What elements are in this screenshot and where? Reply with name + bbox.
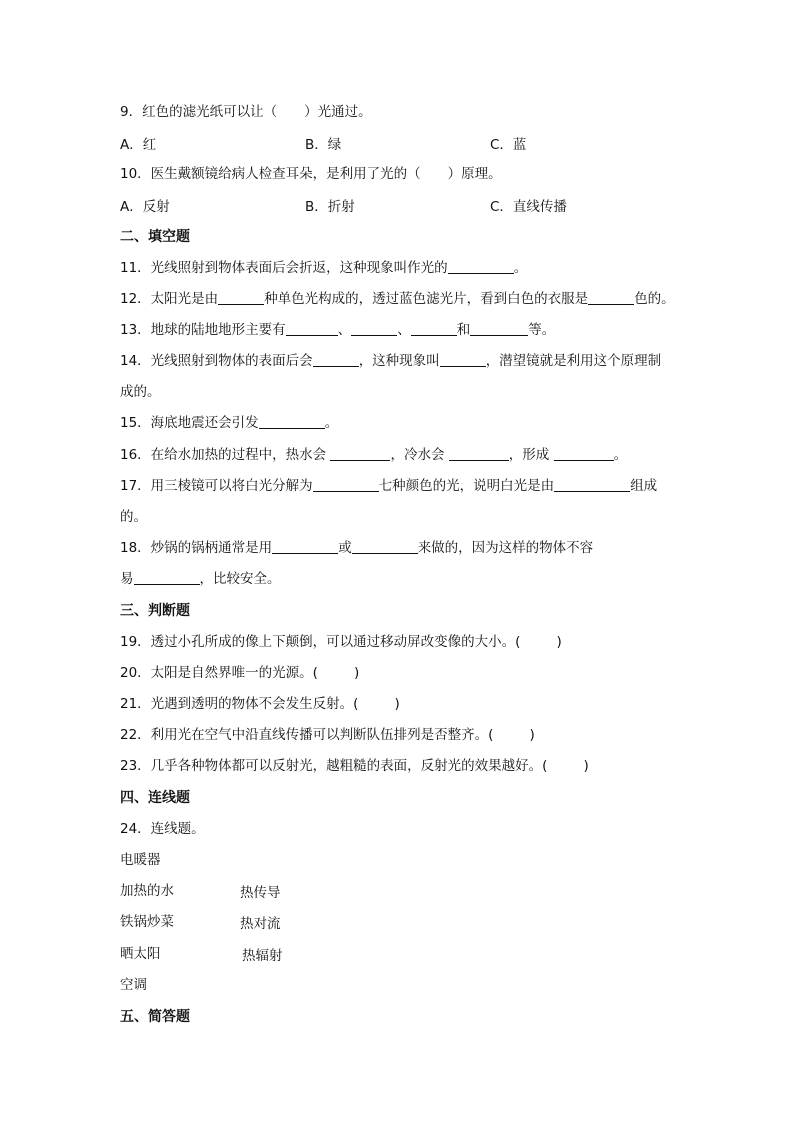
question-10: 10．医生戴额镜给病人检查耳朵，是利用了光的（ ）原理。 (120, 166, 502, 182)
question-14: 14．光线照射到物体的表面后会 ，这种现象叫 ，潜望镜就是利用这个原理制 (120, 353, 662, 369)
match-right-item[interactable]: 热辐射 (242, 948, 283, 964)
match-left-item[interactable]: 空调 (120, 977, 147, 993)
answer-blank[interactable] (259, 414, 325, 429)
answer-blank[interactable] (448, 259, 514, 274)
answer-blank[interactable] (351, 321, 397, 336)
q9-option-b: B．绿 (305, 137, 342, 153)
answer-blank[interactable] (449, 446, 509, 461)
question-21: 21．光遇到透明的物体不会发生反射。( ) (120, 696, 400, 712)
answer-blank[interactable] (272, 539, 338, 554)
answer-blank[interactable] (440, 352, 486, 367)
answer-blank[interactable] (554, 446, 614, 461)
answer-blank[interactable] (411, 321, 457, 336)
section-4-heading: 四、连线题 (120, 790, 190, 806)
question-18-continued: 易 ，比较安全。 (120, 571, 281, 587)
answer-blank[interactable] (313, 352, 359, 367)
section-2-heading: 二、填空题 (120, 229, 190, 245)
question-22: 22．利用光在空气中沿直线传播可以判断队伍排列是否整齐。( ) (120, 727, 535, 743)
match-right-item[interactable]: 热传导 (240, 885, 281, 901)
question-17: 17．用三棱镜可以将白光分解为 七种颜色的光，说明白光是由 组成 (120, 478, 658, 494)
question-15: 15．海底地震还会引发 。 (120, 415, 339, 431)
question-12: 12．太阳光是由 种单色光构成的，透过蓝色滤光片，看到白色的衣服是 色的。 (120, 291, 675, 307)
question-16: 16．在给水加热的过程中，热水会 ，冷水会 ，形成 。 (120, 447, 628, 463)
answer-blank[interactable] (286, 321, 338, 336)
question-20: 20．太阳是自然界唯一的光源。( ) (120, 665, 360, 681)
answer-blank[interactable] (554, 477, 630, 492)
match-left-item[interactable]: 铁锅炒菜 (120, 914, 174, 930)
answer-blank[interactable] (218, 290, 264, 305)
answer-blank[interactable] (588, 290, 634, 305)
question-17-continued: 的。 (120, 509, 147, 525)
answer-blank[interactable] (313, 477, 379, 492)
match-left-item[interactable]: 晒太阳 (120, 946, 161, 962)
question-24: 24．连线题。 (120, 821, 205, 837)
question-14-continued: 成的。 (120, 384, 161, 400)
question-19: 19．透过小孔所成的像上下颠倒，可以通过移动屏改变像的大小。( ) (120, 634, 562, 650)
match-right-item[interactable]: 热对流 (240, 916, 281, 932)
match-left-item[interactable]: 加热的水 (120, 883, 174, 899)
q9-option-a: A．红 (120, 137, 157, 153)
question-9: 9．红色的滤光纸可以让（ ）光通过。 (120, 104, 372, 120)
question-11: 11．光线照射到物体表面后会折返，这种现象叫作光的 。 (120, 260, 528, 276)
question-18: 18．炒锅的锅柄通常是用 或 来做的，因为这样的物体不容 (120, 540, 594, 556)
answer-blank[interactable] (330, 446, 390, 461)
question-23: 23．几乎各种物体都可以反射光，越粗糙的表面，反射光的效果越好。( ) (120, 758, 589, 774)
answer-blank[interactable] (352, 539, 418, 554)
answer-blank[interactable] (134, 570, 200, 585)
answer-blank[interactable] (470, 321, 528, 336)
q10-option-b: B．折射 (305, 199, 355, 215)
q10-option-c: C．直线传播 (490, 199, 567, 215)
question-13: 13．地球的陆地地形主要有 、 、 和 等。 (120, 322, 556, 338)
section-3-heading: 三、判断题 (120, 603, 190, 619)
section-5-heading: 五、简答题 (120, 1009, 190, 1025)
q10-option-a: A．反射 (120, 199, 170, 215)
q9-option-c: C．蓝 (490, 137, 527, 153)
match-left-item[interactable]: 电暖器 (120, 852, 161, 868)
